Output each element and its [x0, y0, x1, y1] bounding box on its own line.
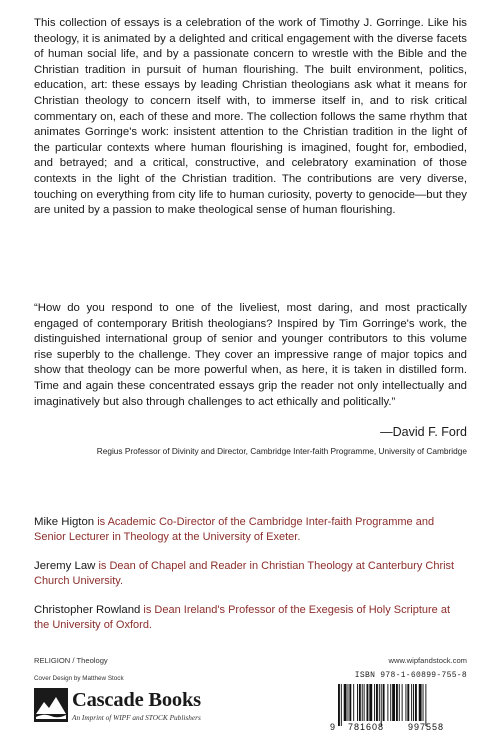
barcode-bar — [381, 684, 382, 726]
endorsement-quote: “How do you respond to one of the liveliest, most daring, and most practically engaged of contemporary British theologians? Inspired by Tim Gorringe's work, the distinguished international group of senior and younger contributors to this volume rise superbly to the challenge. They cover an impressive range of major topics and show that theology can be more powerful when, as here, it is taken in distilled form. Time and again these concentrated essays grip the reader not only intellectually and imaginatively but also through challenges to act ethically and politically.” — [34, 302, 467, 408]
editor-bio — [34, 515, 467, 546]
barcode-bar — [411, 684, 412, 721]
editor-bio — [34, 603, 467, 634]
barcode-bar — [359, 684, 361, 721]
mountain-logo-icon — [34, 688, 68, 722]
barcode-bar — [362, 684, 363, 721]
barcode-bar — [364, 684, 365, 721]
barcode-bar — [349, 684, 351, 721]
publisher-name: Cascade Books — [72, 689, 201, 711]
barcode-bar — [425, 684, 426, 726]
cover-design-credit: Cover Design by Matthew Stock — [34, 675, 124, 682]
barcode-bar — [353, 684, 354, 721]
barcode-first-digit: 9 — [330, 722, 336, 732]
barcode-bar — [405, 684, 406, 721]
editor-name: Christopher Rowland — [34, 604, 141, 616]
barcode-bar — [387, 684, 388, 721]
barcode-bar — [415, 684, 417, 721]
book-description: This collection of essays is a celebration of the work of Timothy J. Gorringe. Like his theology, it is animated by a delighted and critical engagement with the diverse facets of human social life, and by a passionate concern to wrestle with the Bible and the Christian tradition in pursuit of human flourishing. The built environment, politics, education, art: these essays by leading Christian theologians ask what it means for Christian theology to concern itself with, to immerse itself in, and to risk critical commentary on, each of these and more. The collection follows the same rhythm that animates Gorringe's work: insistent attention to the Christian tradition in the light of the particular contexts where human flourishing is imagined, fought for, embodied, and betrayed; and a critical, constructive, and celebratory examination of those contexts in the light of the Christian tradition. The contributions are very diverse, touching on everything from city life to human curiosity, poverty to genocide—but they are united by a passion to make theological sense of human flourishing. — [34, 17, 467, 217]
barcode-bar — [413, 684, 414, 721]
subject-category: RELIGION / Theology — [34, 656, 108, 665]
editor-bio-text: is Dean Ireland's Professor of the Exegesis of Holy Scripture at the University of Oxford. — [34, 604, 451, 632]
barcode-bar — [407, 684, 409, 721]
editor-bio-text: is Dean of Chapel and Reader in Christian Theology at Canterbury Christ Church University. — [34, 560, 455, 588]
barcode-bar — [338, 684, 340, 726]
endorser-name: —David F. Ford — [380, 425, 467, 439]
publisher-tagline: An Imprint of WIPF and STOCK Publishers — [72, 713, 201, 722]
barcode-bar — [344, 684, 347, 721]
endorser-title: Regius Professor of Divinity and Director, Cambridge Inter-faith Programme, University of Cambridge — [96, 446, 467, 456]
barcode-bar — [383, 684, 385, 721]
editor-name: Jeremy Law — [34, 560, 96, 572]
barcode-bar — [396, 684, 398, 721]
barcode-bar — [341, 684, 342, 726]
barcode — [328, 684, 468, 732]
barcode-right-digits: 997558 — [407, 722, 445, 732]
barcode-bar — [423, 684, 424, 721]
barcode-bar — [357, 684, 358, 721]
barcode-bar — [390, 684, 391, 721]
publisher-logo — [34, 688, 224, 728]
barcode-bar — [374, 684, 375, 721]
barcode-bar — [392, 684, 395, 721]
barcode-bar — [419, 684, 422, 721]
barcode-bar — [399, 684, 400, 721]
isbn-label: ISBN 978-1-60899-755-8 — [354, 671, 467, 680]
editor-name: Mike Higton — [34, 516, 95, 528]
barcode-bar — [379, 684, 380, 721]
barcode-bar — [376, 684, 378, 721]
editor-bio — [34, 559, 467, 590]
barcode-bars — [338, 684, 426, 726]
barcode-bar — [369, 684, 372, 721]
publisher-website: www.wipfandstock.com — [388, 656, 467, 665]
barcode-bar — [402, 684, 403, 721]
editor-bio-text: is Academic Co-Director of the Cambridge Inter-faith Programme and Senior Lecturer in Theology at the University of Exeter. — [34, 516, 435, 544]
barcode-bar — [367, 684, 369, 721]
barcode-left-digits: 781608 — [347, 722, 385, 732]
barcode-bar — [348, 684, 349, 721]
